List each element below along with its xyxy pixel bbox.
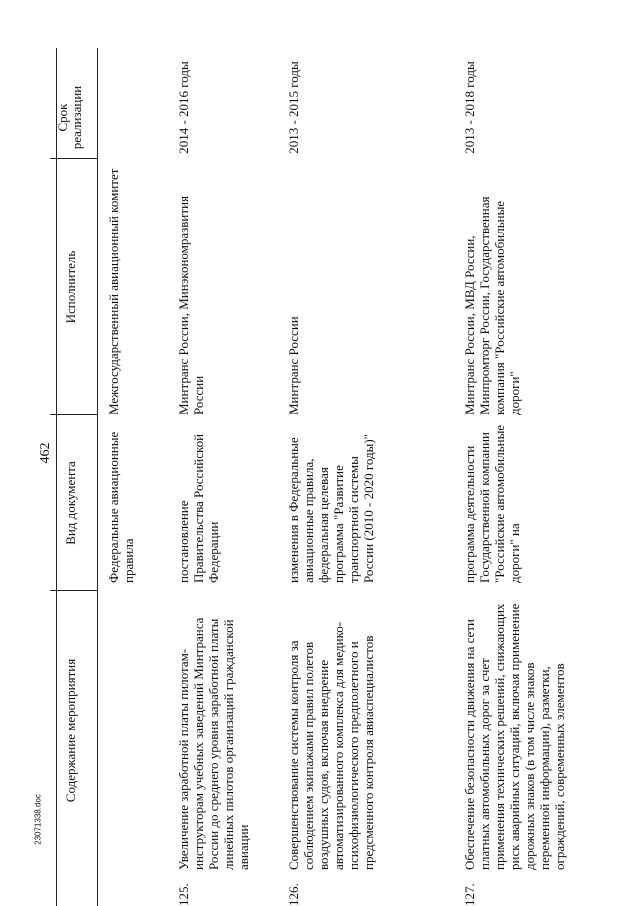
header-doc-type: Вид документа	[63, 461, 78, 545]
row-2-doc-type: изменения в Федеральные авиационные правила, федеральная целевая программа "Развитие транспортной системы России (2010 - 2020 годы)"	[286, 434, 376, 583]
row-1-content: Увеличение заработной платы пилотам-инструкторам учебных заведений Минтранса России до среднего уровня заработной платы линейных пилотов организаций гражданской авиации	[176, 617, 251, 870]
row-2-content: Совершенствование системы контроля за соблюдением экипажами правил полетов воздушных судов, включая внедрение автоматизированного комплекса для медико-психофизиологического предполетного и предсменного контроля авиаспециалистов	[286, 621, 376, 870]
row-1-term: 2014 - 2016 годы	[176, 61, 191, 154]
row-3-executor: Минтранс России, МВД России, Минпромторг России, Государственная компания "Российские автомобильные дороги"	[462, 196, 522, 415]
row-1-doc-type: постановление Правительства Российской Федерации	[176, 433, 221, 583]
row-3-term: 2013 - 2018 годы	[462, 61, 477, 154]
row-3-content: Обеспечение безопасности движения на сети платных автомобильных дорог за счет применения технических решений, снижающих риск аварийных ситуаций, включая применение дорожных знаков (в том числе знаков переменной информации), разметки, ограждений, современных элементов	[462, 603, 567, 870]
header-bottom-border	[97, 48, 98, 906]
row-0-executor: Межгосударственный авиационный комитет	[106, 168, 121, 415]
table-top-border	[56, 48, 57, 906]
header-term: Срок реализации	[55, 85, 84, 150]
measures-table	[50, 48, 600, 906]
row-1-number: 125.	[176, 883, 191, 906]
footer-doc-code: 23071338.doc	[33, 794, 43, 845]
header-content: Содержание мероприятия	[63, 658, 78, 803]
row-2-number: 126.	[286, 883, 301, 906]
row-2-executor: Минтранс России	[286, 316, 301, 415]
row-3-doc-type: программа деятельности Государственной компании "Российские автомобильные дороги" на	[462, 424, 522, 583]
row-0-doc-type: Федеральные авиационные правила	[106, 431, 136, 583]
row-2-term: 2013 - 2015 годы	[286, 61, 301, 154]
header-executor: Исполнитель	[63, 250, 78, 324]
row-1-executor: Минтранс России, Минэкономразвития России	[176, 195, 206, 415]
page-number: 462	[38, 442, 53, 464]
row-3-number: 127.	[462, 883, 477, 906]
